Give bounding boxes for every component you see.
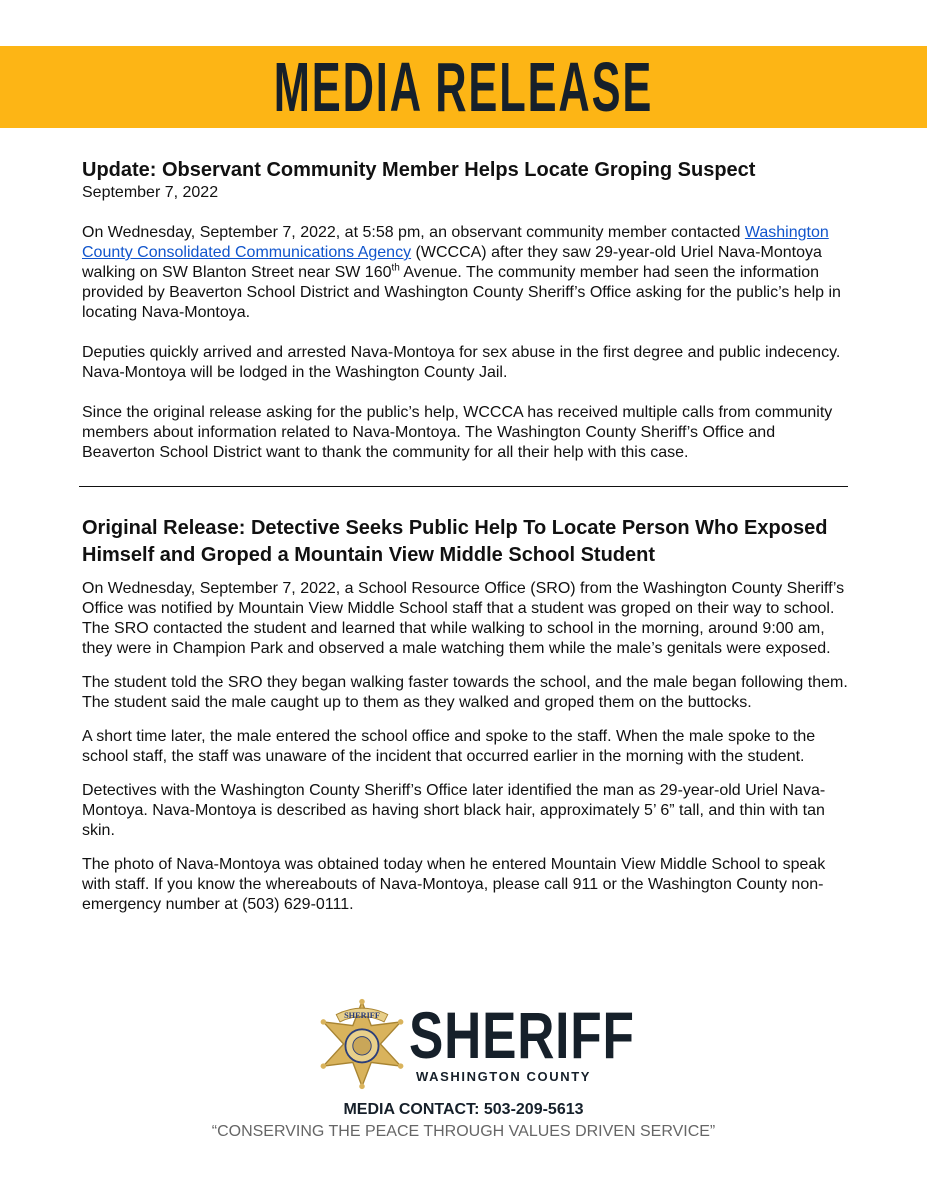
original-paragraph: A short time later, the male entered the school office and spoke to the staff. When the male spoke to the school staff, the staff was unaware of the incident that occurred earlier in the morning with the student. — [82, 728, 816, 765]
media-release-banner — [0, 46, 927, 128]
text: (WCCCA) after they saw 29-year-old Uriel Nava-Montoya walking on SW Blanton Street near SW 160 — [82, 244, 822, 281]
original-paragraph: Detectives with the Washington County Sheriff’s Office later identified the man as 29-year-old Uriel Nava-Montoya. Nava-Montoya is described as having short black hair, approximately 5’ 6” tall, and thin with tan skin. — [82, 782, 826, 839]
banner-title: MEDIA RELEASE — [273, 48, 654, 126]
section-divider — [79, 486, 848, 487]
update-paragraph-2: Deputies quickly arrived and arrested Nava-Montoya for sex abuse in the first degree and public indecency. Nava-Montoya will be lodged in the Washington County Jail. — [82, 344, 841, 381]
media-contact: MEDIA CONTACT: 503-209-5613 — [343, 1101, 584, 1118]
update-paragraph-3: Since the original release asking for the public’s help, WCCCA has received multiple calls from community members about information related to Nava-Montoya. The Washington County Sheriff’s Office and Beaverton School District want to thank the community for all their help with this case. — [82, 404, 833, 461]
original-title: Original Release: Detective Seeks Public Help To Locate Person Who Exposed Himself and Groped a Mountain View Middle School Student — [82, 517, 828, 566]
wccca-link[interactable]: Washington County Consolidated Communications Agency — [82, 224, 829, 261]
sheriff-wordmark: SHERIFF — [409, 998, 635, 1072]
original-release-section — [82, 515, 852, 929]
badge-text: SHERIFF — [344, 1011, 380, 1021]
text: On Wednesday, September 7, 2022, at 5:58 pm, an observant community member contacted — [82, 224, 745, 241]
sheriff-badge-icon — [316, 998, 408, 1090]
original-paragraph: On Wednesday, September 7, 2022, a School Resource Office (SRO) from the Washington County Sheriff’s Office was notified by Mountain View Middle School staff that a student was groped on their way to school. The SRO contacted the student and learned that while walking to school in the morning, around 9:00 am, they were in Champion Park and observed a male watching them while the male’s genitals were exposed. — [82, 580, 845, 657]
update-date: September 7, 2022 — [82, 184, 219, 201]
update-paragraph-1 — [82, 223, 852, 323]
text: Avenue. The community member had seen the information provided by Beaverton School District and Washington County Sheriff’s Office asking for the public’s help in locating Nava-Montoya. — [82, 264, 841, 321]
original-paragraph: The student told the SRO they began walking faster towards the school, and the male began following them. The student said the male caught up to them as they walked and groped them on the buttocks. — [82, 674, 848, 711]
county-wordmark: WASHINGTON COUNTY — [416, 1069, 592, 1084]
original-paragraph: The photo of Nava-Montoya was obtained today when he entered Mountain View Middle School to speak with staff. If you know the whereabouts of Nava-Montoya, please call 911 or the Washington County non-emergency number at (503) 629-0111. — [82, 856, 826, 913]
update-section — [82, 158, 852, 483]
sheriff-logo — [316, 998, 635, 1090]
tagline: “CONSERVING THE PEACE THROUGH VALUES DRIVEN SERVICE” — [211, 1123, 716, 1140]
superscript: th — [391, 262, 400, 274]
update-title: Update: Observant Community Member Helps Locate Groping Suspect — [82, 159, 756, 181]
